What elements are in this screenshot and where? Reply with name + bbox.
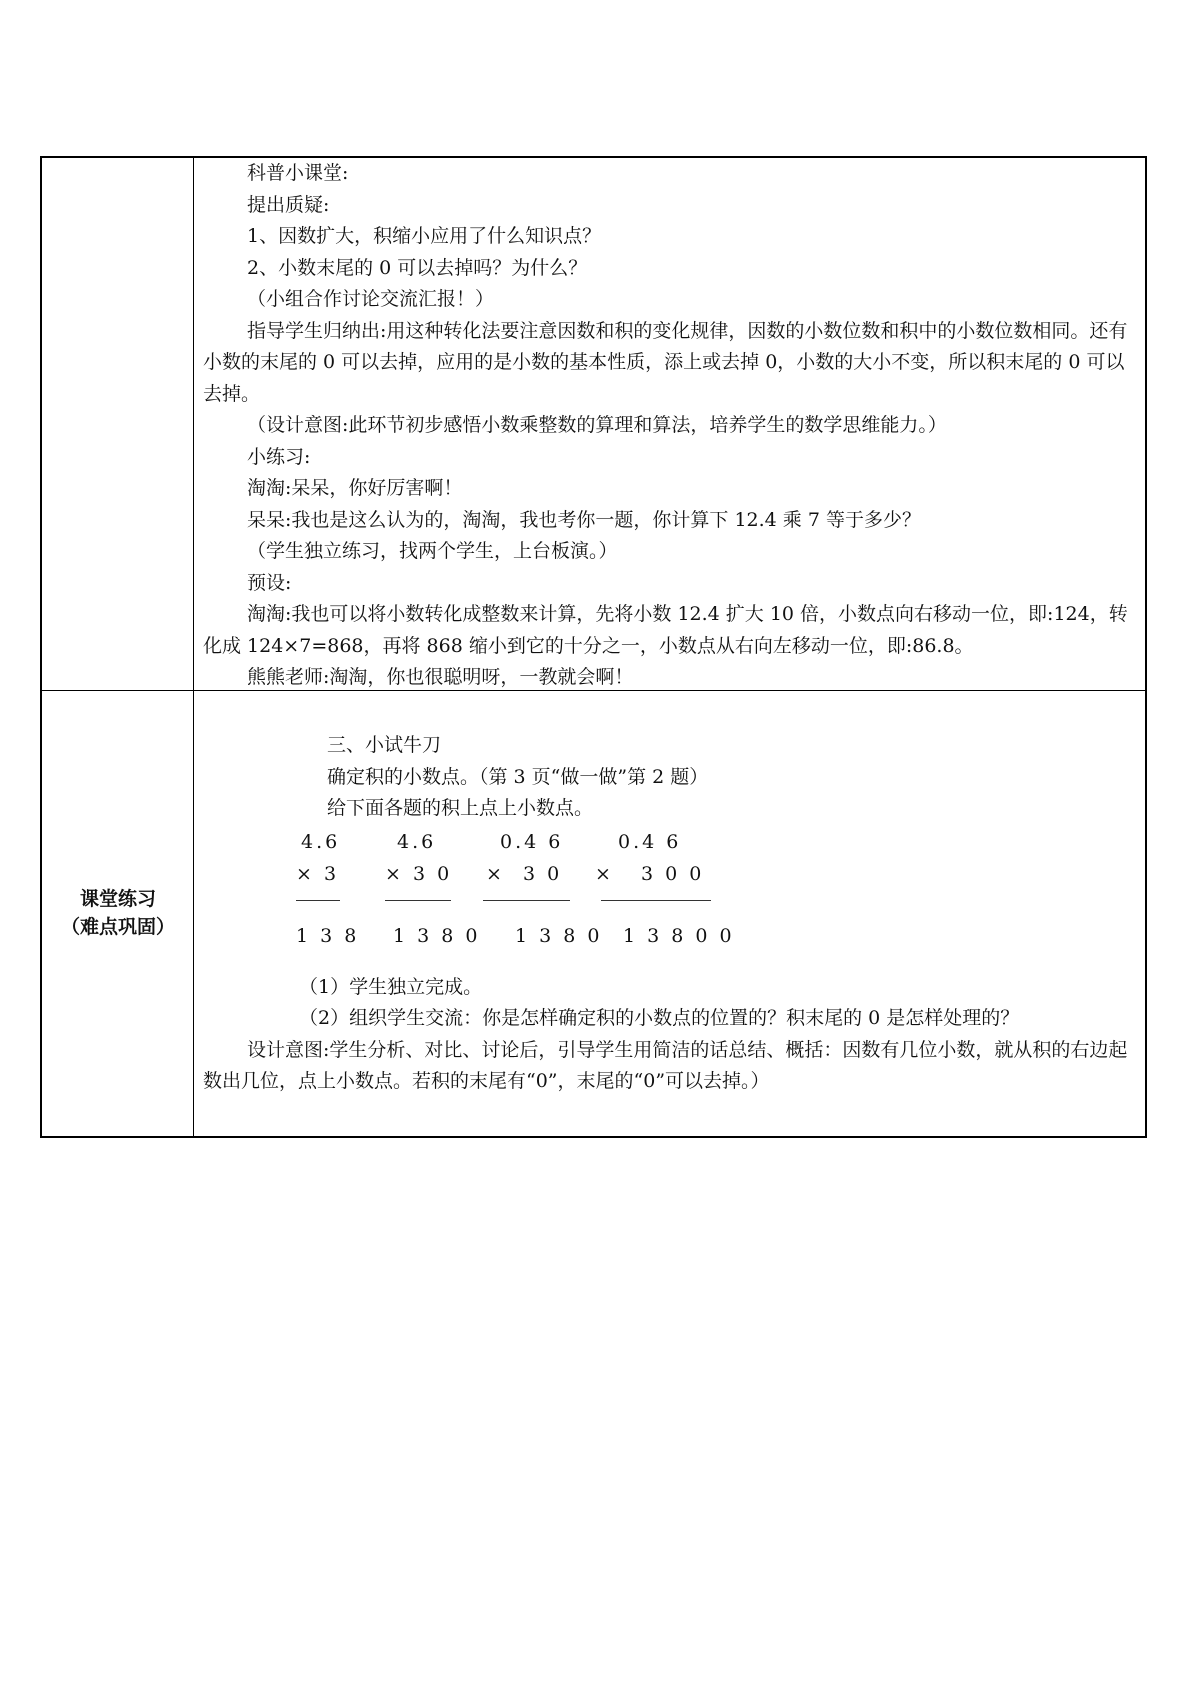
paragraph: 2、小数末尾的 0 可以去掉吗？为什么？ — [247, 256, 588, 279]
paragraph: 科普小课堂: — [247, 162, 349, 184]
step: （1）学生独立完成。 — [299, 975, 483, 998]
product: 1 3 8 0 — [515, 924, 603, 947]
paragraph: （设计意图:此环节初步感悟小数乘整数的算理和算法，培养学生的数学思维能力。） — [247, 414, 947, 436]
product: 1 3 8 0 — [393, 924, 481, 947]
underline — [296, 900, 340, 901]
underline — [601, 900, 711, 901]
underline — [483, 900, 570, 901]
paragraph: 呆呆:我也是这么认为的，淘淘，我也考你一题，你计算下 12.4 乘 7 等于多少？ — [247, 508, 921, 531]
multiplier: × 3 0 — [385, 862, 453, 885]
paragraph: 提出质疑: — [247, 193, 330, 216]
factor: 4.6 — [301, 830, 341, 853]
paragraph: 小练习: — [247, 445, 311, 468]
multiplication-problems — [203, 827, 1137, 952]
instruction-line: 给下面各题的积上点上小数点。 — [327, 797, 594, 819]
underline — [385, 900, 451, 901]
step: （2）组织学生交流：你是怎样确定积的小数点的位置的？积末尾的 0 是怎样处理的？ — [299, 1007, 1020, 1029]
row-label-line1: 课堂练习 — [79, 888, 156, 910]
paragraph: 预设: — [247, 571, 292, 594]
paragraph: 1、因数扩大，积缩小应用了什么知识点？ — [247, 225, 602, 247]
factor: 0.4 6 — [618, 830, 682, 853]
section1-content — [203, 158, 1137, 694]
design-note: 设计意图:学生分析、对比、讨论后，引导学生用简洁的话总结、概括：因数有几位小数，就从积的右边起数出几位，点上小数点。若积的末尾有“0”，末尾的“0”可以去掉。） — [203, 1038, 1128, 1092]
multiplier: × 3 0 0 — [595, 862, 705, 885]
paragraph: 淘淘:呆呆，你好厉害啊！ — [247, 477, 463, 499]
paragraph: 淘淘:我也可以将小数转化成整数来计算，先将小数 12.4 扩大 10 倍，小数点向右移动一位，即:124，转化成 124×7=868，再将 868 缩小到它的十分之一，小数点从右向左移动一位，即:86.8。 — [203, 603, 1128, 657]
multiplier: × 3 0 — [486, 862, 563, 885]
factor: 0.4 6 — [500, 830, 564, 853]
column-divider — [193, 158, 194, 1136]
section-heading: 三、小试牛刀 — [327, 734, 442, 756]
section2-content — [203, 730, 1137, 1098]
paragraph: 熊熊老师:淘淘，你也很聪明呀，一教就会啊！ — [247, 666, 634, 688]
row-label — [42, 885, 194, 941]
multiplier: × 3 — [296, 862, 340, 885]
row-label-line2: （难点巩固） — [60, 916, 175, 938]
paragraph: 指导学生归纳出:用这种转化法要注意因数和积的变化规律，因数的小数位数和积中的小数位数相同。还有小数的末尾的 0 可以去掉，应用的是小数的基本性质，添上或去掉 0，小数的大小不变，所以积末尾的 0 可以去掉。 — [203, 319, 1128, 405]
product: 1 3 8 — [296, 924, 360, 947]
instruction-line: 确定积的小数点。（第 3 页“做一做”第 2 题） — [327, 765, 709, 788]
paragraph: （小组合作讨论交流汇报！） — [247, 288, 495, 310]
factor: 4.6 — [397, 830, 437, 853]
product: 1 3 8 0 0 — [623, 924, 735, 947]
paragraph: （学生独立练习，找两个学生，上台板演。） — [247, 540, 618, 562]
lesson-table — [40, 156, 1147, 1138]
